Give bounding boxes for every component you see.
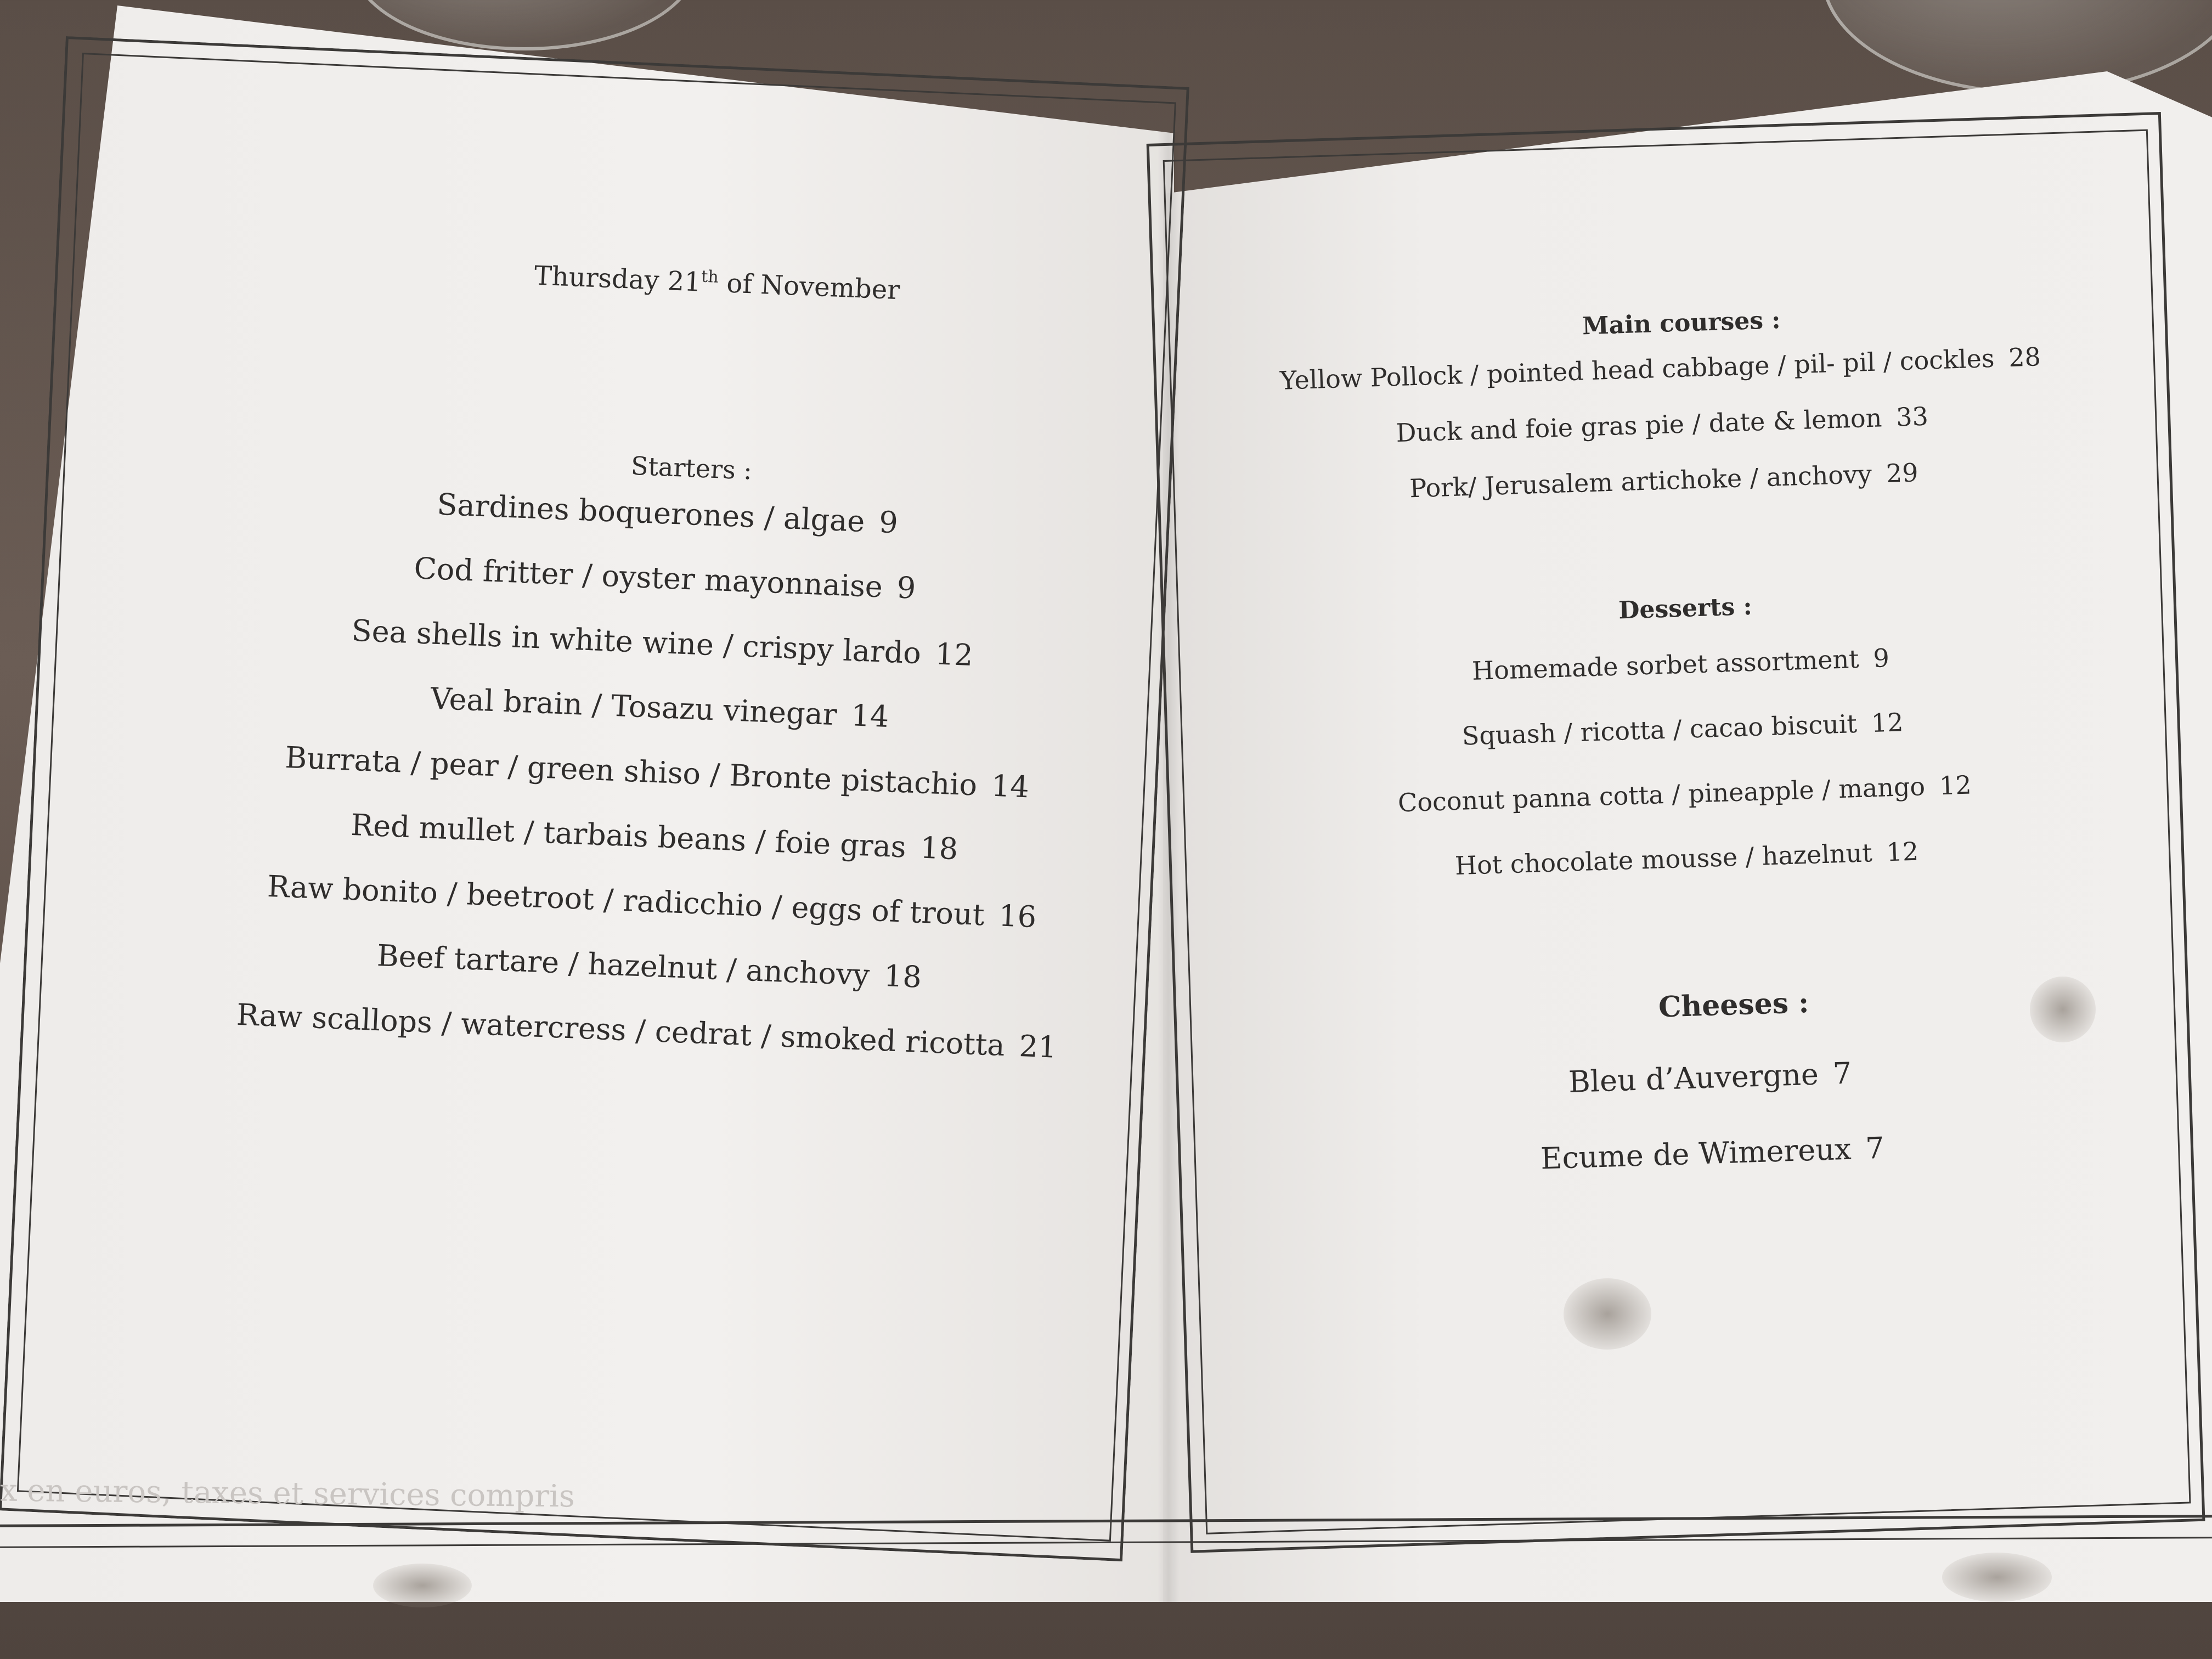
main-course-item: [1279, 342, 2041, 396]
stain: [2030, 977, 2096, 1042]
starter-item: [430, 681, 889, 735]
starter-item-name: Sardines boquerones / algae: [436, 487, 866, 539]
starter-item-name: Red mullet / tarbais beans / foie gras: [350, 807, 907, 865]
starter-item-price: 12: [934, 636, 974, 673]
starter-item-price: 14: [850, 698, 890, 735]
starter-item-price: 16: [998, 898, 1037, 935]
starter-item: [376, 938, 922, 995]
starters-heading: Starters :: [630, 450, 753, 486]
dessert-item-price: 12: [1871, 707, 1904, 738]
dessert-item-name: Squash / ricotta / cacao biscuit: [1462, 709, 1858, 751]
starter-item: [284, 740, 1030, 804]
dessert-item: [1454, 837, 1919, 881]
desserts-heading: Desserts :: [1618, 592, 1753, 625]
stain: [1942, 1553, 2052, 1602]
starter-item-name: Cod fritter / oyster mayonnaise: [413, 551, 884, 605]
starter-item-price: 9: [896, 570, 917, 606]
main-course-item-price: 28: [2008, 342, 2041, 373]
main-course-item: [1409, 458, 1919, 503]
dessert-item-price: 12: [1886, 836, 1919, 867]
starter-item-name: Sea shells in white wine / crispy lardo: [351, 613, 922, 671]
main-course-item-name: Yellow Pollock / pointed head cabbage / pil- pil / cockles: [1279, 343, 1995, 396]
cheese-item-name: Bleu d’Auvergne: [1568, 1057, 1819, 1099]
menu-date: Thursday 21th of November: [533, 260, 901, 306]
stain: [373, 1564, 472, 1607]
starter-item-name: Burrata / pear / green shiso / Bronte pistachio: [284, 740, 978, 803]
starter-item-name: Raw bonito / beetroot / radicchio / eggs of trout: [267, 868, 985, 933]
starter-item: [351, 808, 959, 866]
mains-heading: Main courses :: [1582, 306, 1781, 341]
main-course-item-name: Duck and foie gras pie / date & lemon: [1395, 403, 1883, 448]
starter-item: [351, 613, 974, 673]
cheese-item-name: Ecume de Wimereux: [1540, 1131, 1852, 1176]
dessert-item-name: Coconut panna cotta / pineapple / mango: [1397, 771, 1926, 818]
starter-item-price: 18: [883, 958, 923, 995]
dessert-item: [1471, 643, 1889, 686]
footer-note: x en euros, taxes et services compris: [0, 1472, 575, 1515]
main-course-item-price: 29: [1886, 458, 1919, 489]
cheese-item-price: 7: [1832, 1056, 1853, 1091]
starter-item: [413, 551, 916, 606]
stain: [1564, 1278, 1651, 1350]
dessert-item-name: Homemade sorbet assortment: [1471, 644, 1860, 686]
starter-item-name: Raw scallops / watercress / cedrat / smoked ricotta: [235, 997, 1006, 1063]
dessert-item-name: Hot chocolate mousse / hazelnut: [1454, 838, 1873, 881]
dessert-item: [1397, 770, 1972, 818]
starter-item: [236, 997, 1058, 1065]
dessert-item-price: 9: [1872, 643, 1890, 673]
starters-column: [0, 0, 1198, 1229]
starter-item-price: 9: [878, 505, 899, 540]
starter-item-price: 14: [990, 768, 1030, 805]
cheese-item-price: 7: [1865, 1130, 1885, 1166]
starter-item-price: 21: [1018, 1029, 1058, 1065]
dessert-item: [1462, 707, 1904, 751]
main-course-item-price: 33: [1895, 401, 1929, 432]
cheese-item: [1568, 1056, 1852, 1099]
starter-item-name: Veal brain / Tosazu vinegar: [430, 681, 838, 732]
cheese-item: [1540, 1131, 1884, 1176]
main-course-item-name: Pork/ Jerusalem artichoke / anchovy: [1409, 459, 1872, 504]
starter-item-name: Beef tartare / hazelnut / anchovy: [376, 938, 871, 992]
starter-item-price: 18: [919, 830, 959, 867]
cheeses-heading: Cheeses :: [1658, 986, 1810, 1024]
dessert-item-price: 12: [1939, 770, 1972, 801]
starter-item: [436, 487, 899, 540]
starter-item: [267, 869, 1037, 934]
main-course-item: [1396, 402, 1929, 448]
